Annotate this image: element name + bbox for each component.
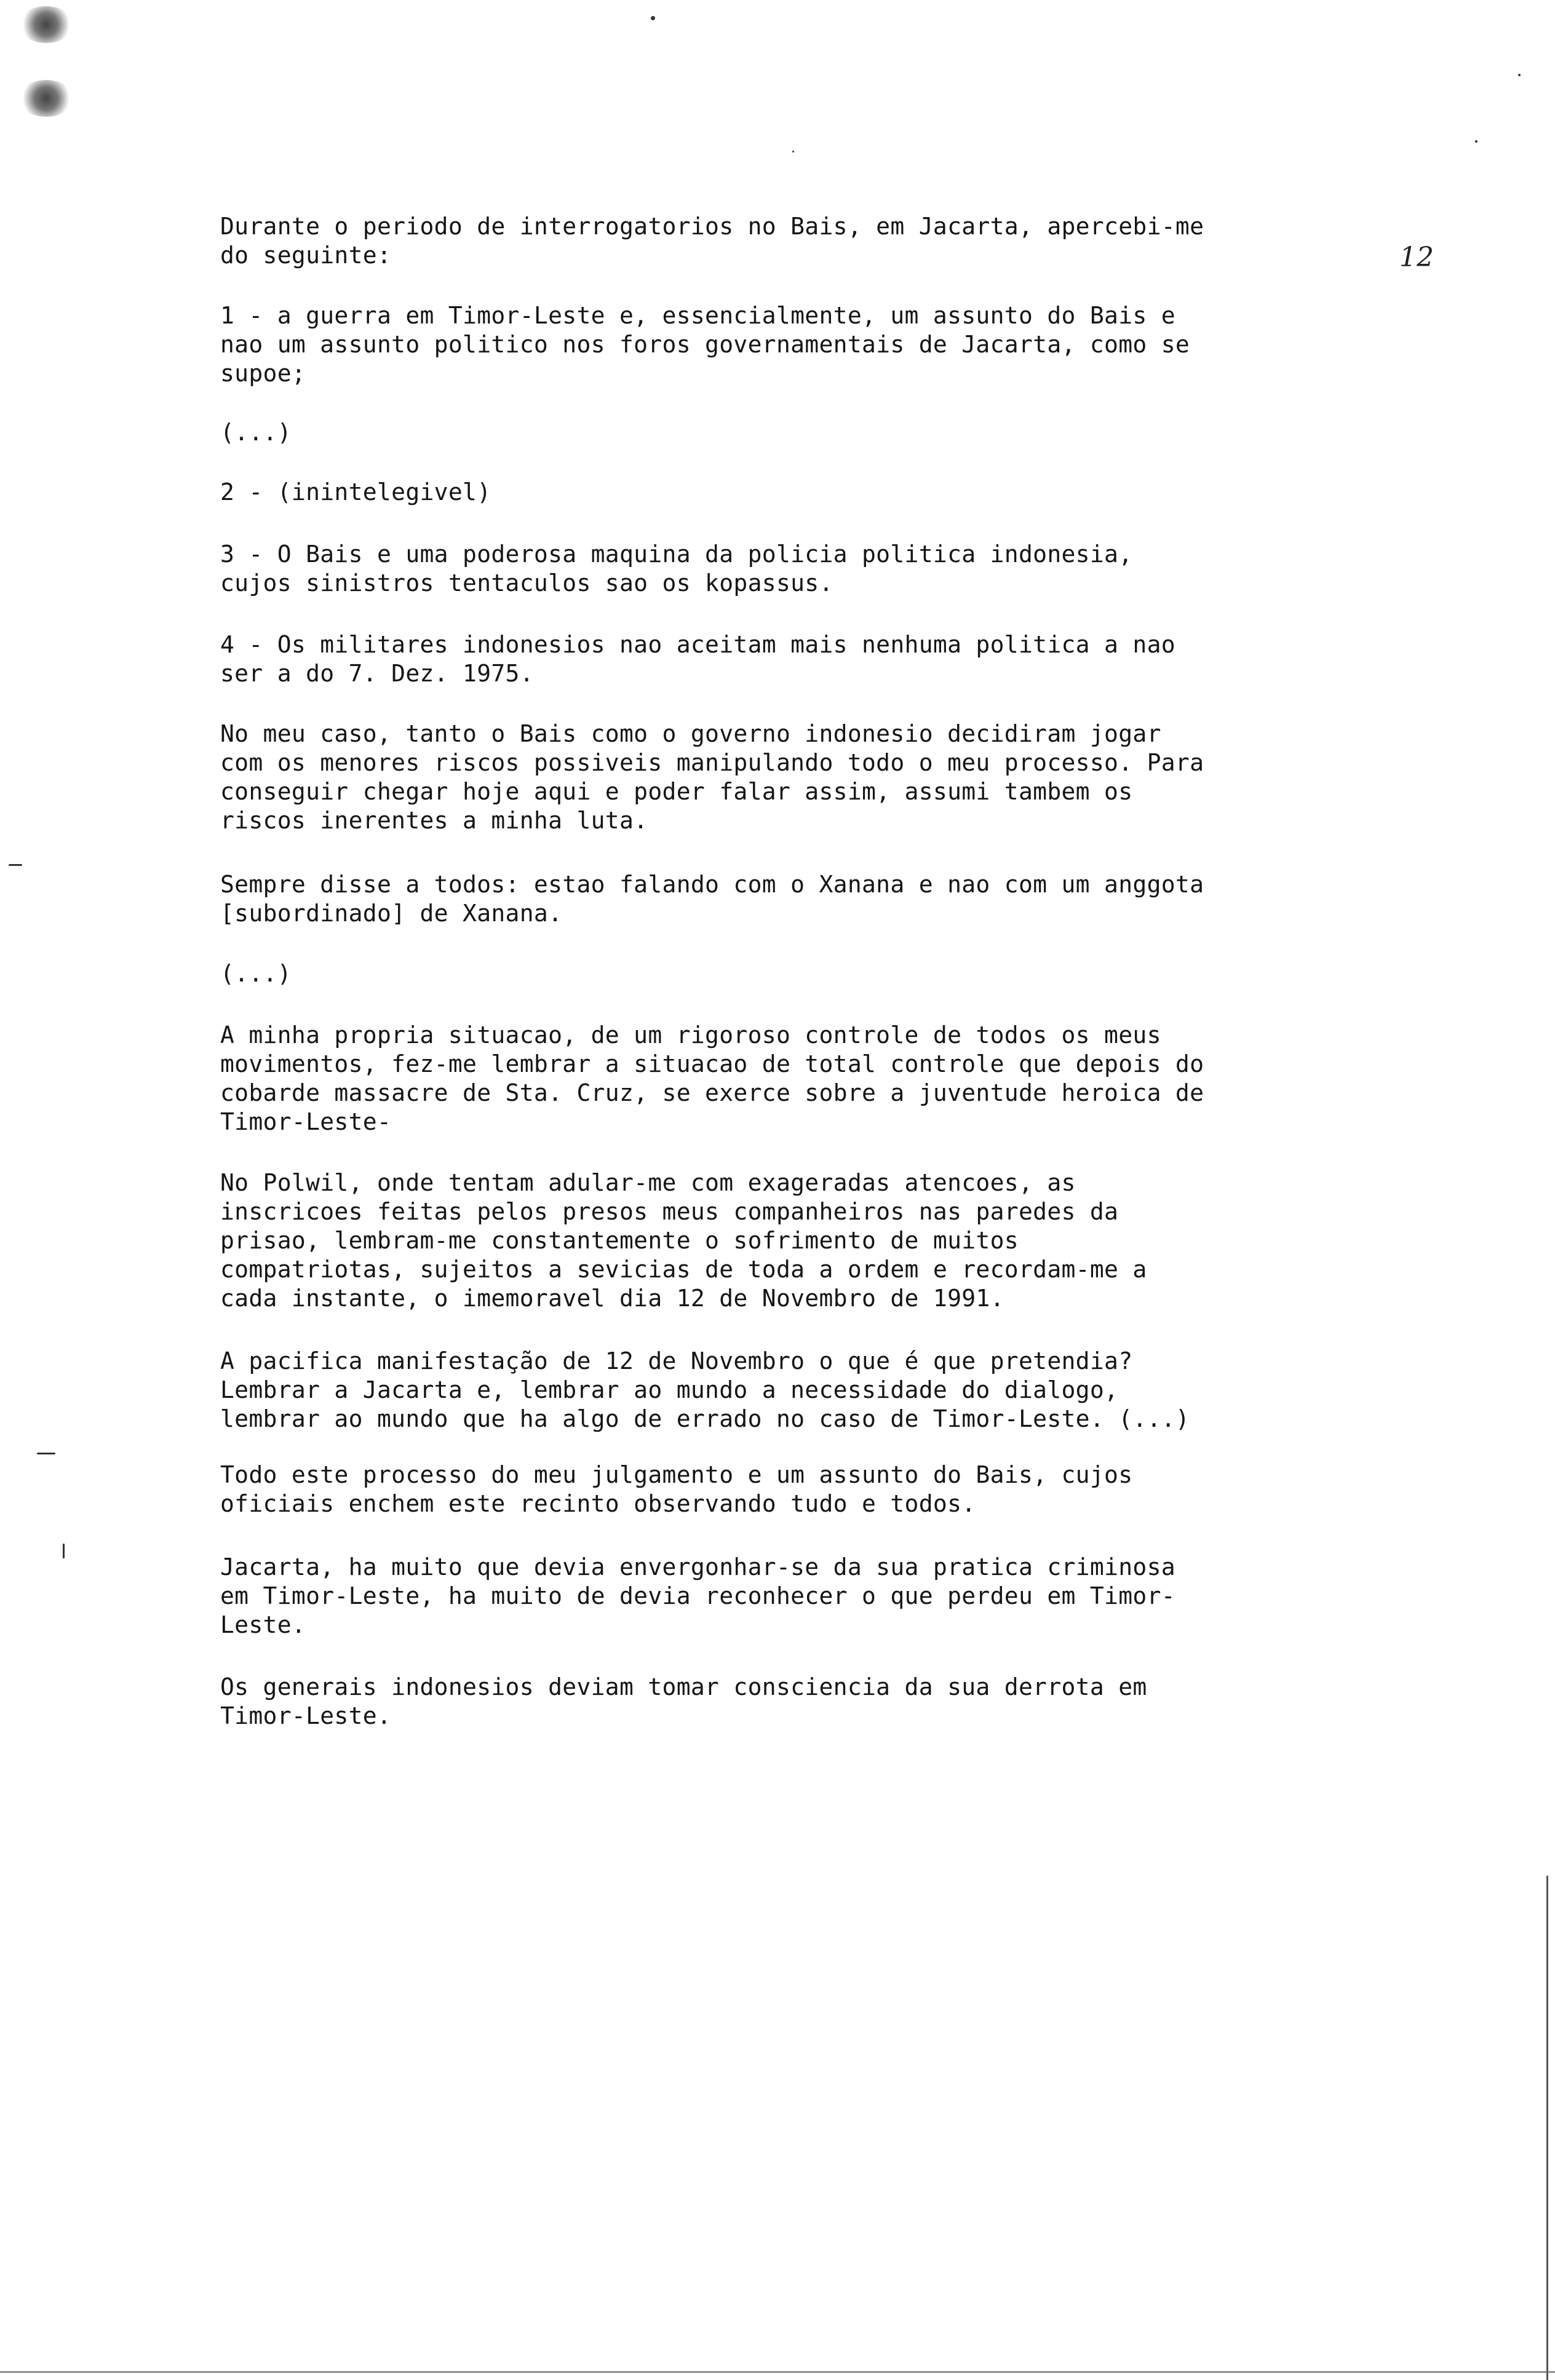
paragraph: (...) [220,419,292,446]
paragraph: A minha propria situacao, de um rigoroso controle de todos os meus movimentos, fez-me lembrar a situacao de total controle que depois do cobarde massacre de Sta. Cruz, se exerce sobre a juventude heroica de Timor-Leste- [220,1021,1204,1135]
scan-speck [37,1453,55,1454]
scan-speck [1475,140,1477,143]
page-edge-shadow [0,2371,1555,2373]
paragraph: 3 - O Bais e uma poderosa maquina da policia politica indonesia, cujos sinistros tentaculos sao os kopassus. [220,541,1133,597]
paragraph: (...) [220,960,292,987]
paragraph: Jacarta, ha muito que devia envergonhar-se da sua pratica criminosa em Timor-Leste, ha muito de devia reconhecer o que perdeu em Timor- Leste. [220,1553,1175,1638]
paragraph: A pacifica manifestação de 12 de Novembro o que é que pretendia? Lembrar a Jacarta e, lembrar ao mundo a necessidade do dialogo, lembrar ao mundo que ha algo de errado no caso de Timor-Leste. (...) [220,1347,1190,1432]
binder-hole-mark [18,6,74,43]
paragraph: Durante o periodo de interrogatorios no Bais, em Jacarta, apercebi-me do seguinte: [220,213,1204,269]
paragraph: 2 - (inintelegivel) [220,478,491,506]
scan-speck [651,16,655,20]
scan-speck [792,151,794,153]
paragraph: 4 - Os militares indonesios nao aceitam mais nenhuma politica a nao ser a do 7. Dez. 1975. [220,631,1175,687]
page-edge-shadow [1546,1876,1548,2380]
scan-speck [63,1544,65,1558]
paragraph: Os generais indonesios deviam tomar consciencia da sua derrota em Timor-Leste. [220,1673,1147,1729]
paragraph: Sempre disse a todos: estao falando com o Xanana e nao com um anggota [subordinado] de Xanana. [220,871,1204,927]
paragraph: Todo este processo do meu julgamento e um assunto do Bais, cujos oficiais enchem este recinto observando tudo e todos. [220,1461,1133,1517]
scan-speck [9,864,22,866]
paragraph: No meu caso, tanto o Bais como o governo indonesio decidiram jogar com os menores riscos possiveis manipulando todo o meu processo. Para conseguir chegar hoje aqui e poder falar assim, assumi tambem os riscos inerentes a minha luta. [220,720,1204,834]
paragraph: 1 - a guerra em Timor-Leste e, essencialmente, um assunto do Bais e nao um assunto politico nos foros governamentais de Jacarta, como se supoe; [220,302,1190,387]
paragraph: No Polwil, onde tentam adular-me com exageradas atencoes, as inscricoes feitas pelos presos meus companheiros nas paredes da prisao, lembram-me constantemente o sofrimento de muitos compatriotas, sujeitos a sevicias de toda a ordem e recordam-me a cada instante, o imemoravel dia 12 de Novembro de 1991. [220,1169,1147,1312]
page-number: 12 [1399,242,1434,273]
scan-speck [1518,74,1521,76]
binder-hole-mark [18,80,74,117]
